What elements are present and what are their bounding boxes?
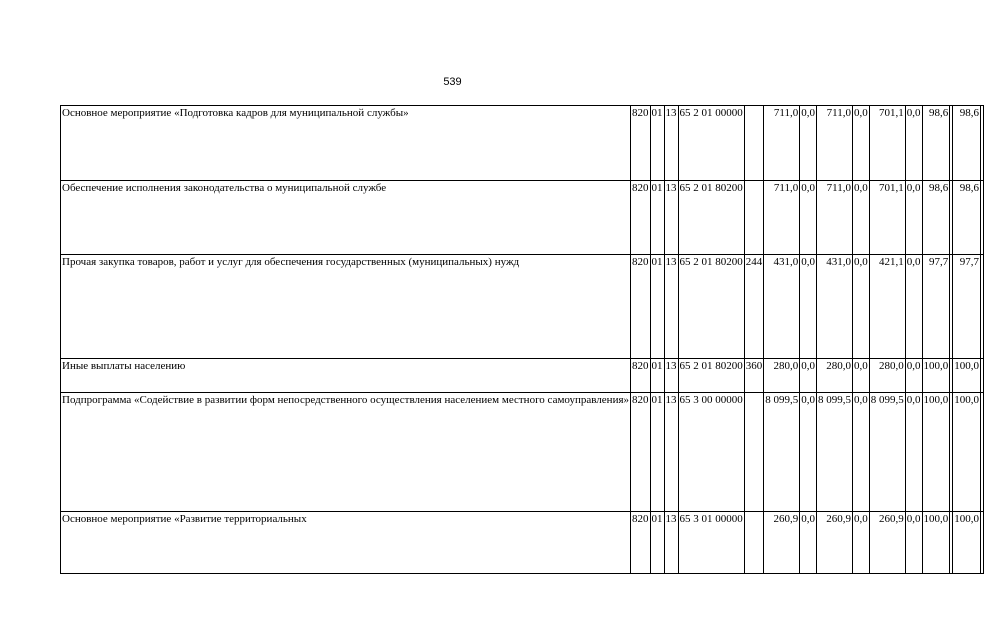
section-code: 01 (650, 512, 664, 574)
value-6: 0,0 (905, 512, 922, 574)
value-4: 0,0 (853, 393, 870, 512)
table-row (61, 255, 984, 359)
table-row (61, 359, 984, 393)
value-4: 0,0 (853, 181, 870, 255)
table-body (61, 106, 984, 574)
value-9: 98,6 (953, 181, 981, 255)
value-1: 711,0 (764, 106, 800, 181)
value-10 (981, 512, 984, 574)
value-1: 711,0 (764, 181, 800, 255)
value-6: 0,0 (905, 106, 922, 181)
expense-type-code: 360 (744, 359, 764, 393)
value-9: 98,6 (953, 106, 981, 181)
value-5: 701,1 (869, 181, 905, 255)
section-code: 01 (650, 181, 664, 255)
table-row (61, 393, 984, 512)
value-6: 0,0 (905, 393, 922, 512)
subsection-code: 13 (664, 106, 678, 181)
subsection-code: 13 (664, 512, 678, 574)
target-article-code: 65 2 01 00000 (678, 106, 744, 181)
value-3: 711,0 (817, 181, 853, 255)
value-2: 0,0 (800, 393, 817, 512)
value-10 (981, 255, 984, 359)
value-9: 100,0 (953, 359, 981, 393)
value-7: 97,7 (922, 255, 950, 359)
expense-type-code (744, 393, 764, 512)
grbs-code: 820 (631, 106, 651, 181)
value-10 (981, 359, 984, 393)
value-5: 8 099,5 (869, 393, 905, 512)
section-code: 01 (650, 359, 664, 393)
value-7: 100,0 (922, 512, 950, 574)
value-4: 0,0 (853, 255, 870, 359)
grbs-code: 820 (631, 181, 651, 255)
value-2: 0,0 (800, 181, 817, 255)
value-3: 711,0 (817, 106, 853, 181)
row-name: Основное мероприятие «Подготовка кадров для муниципальной службы» (61, 106, 631, 181)
value-6: 0,0 (905, 255, 922, 359)
section-code: 01 (650, 393, 664, 512)
row-name: Основное мероприятие «Развитие территориальных (61, 512, 631, 574)
row-name: Обеспечение исполнения законодательства о муниципальной службе (61, 181, 631, 255)
value-1: 260,9 (764, 512, 800, 574)
target-article-code: 65 2 01 80200 (678, 359, 744, 393)
expense-type-code (744, 106, 764, 181)
section-code: 01 (650, 255, 664, 359)
grbs-code: 820 (631, 393, 651, 512)
subsection-code: 13 (664, 393, 678, 512)
target-article-code: 65 2 01 80200 (678, 255, 744, 359)
table-row (61, 106, 984, 181)
value-10 (981, 106, 984, 181)
value-2: 0,0 (800, 512, 817, 574)
value-1: 8 099,5 (764, 393, 800, 512)
target-article-code: 65 2 01 80200 (678, 181, 744, 255)
value-5: 421,1 (869, 255, 905, 359)
subsection-code: 13 (664, 255, 678, 359)
value-6: 0,0 (905, 359, 922, 393)
section-code: 01 (650, 106, 664, 181)
grbs-code: 820 (631, 512, 651, 574)
row-name: Прочая закупка товаров, работ и услуг для обеспечения государственных (муниципальных) нужд (61, 255, 631, 359)
value-7: 98,6 (922, 106, 950, 181)
value-5: 260,9 (869, 512, 905, 574)
value-3: 431,0 (817, 255, 853, 359)
value-1: 280,0 (764, 359, 800, 393)
grbs-code: 820 (631, 359, 651, 393)
value-10 (981, 181, 984, 255)
row-name: Иные выплаты населению (61, 359, 631, 393)
budget-table (60, 105, 984, 574)
row-name: Подпрограмма «Содействие в развитии форм непосредственного осуществления населением местного самоуправления» (61, 393, 631, 512)
value-9: 97,7 (953, 255, 981, 359)
table-row (61, 181, 984, 255)
target-article-code: 65 3 00 00000 (678, 393, 744, 512)
value-2: 0,0 (800, 359, 817, 393)
expense-type-code: 244 (744, 255, 764, 359)
value-4: 0,0 (853, 106, 870, 181)
value-9: 100,0 (953, 512, 981, 574)
page-number: 539 (443, 76, 462, 88)
value-5: 280,0 (869, 359, 905, 393)
value-9: 100,0 (953, 393, 981, 512)
value-3: 260,9 (817, 512, 853, 574)
value-10 (981, 393, 984, 512)
grbs-code: 820 (631, 255, 651, 359)
table-row (61, 512, 984, 574)
value-4: 0,0 (853, 512, 870, 574)
subsection-code: 13 (664, 181, 678, 255)
value-2: 0,0 (800, 255, 817, 359)
value-7: 100,0 (922, 393, 950, 512)
value-4: 0,0 (853, 359, 870, 393)
value-7: 98,6 (922, 181, 950, 255)
target-article-code: 65 3 01 00000 (678, 512, 744, 574)
value-3: 8 099,5 (817, 393, 853, 512)
value-1: 431,0 (764, 255, 800, 359)
value-7: 100,0 (922, 359, 950, 393)
expense-type-code (744, 512, 764, 574)
subsection-code: 13 (664, 359, 678, 393)
value-6: 0,0 (905, 181, 922, 255)
expense-type-code (744, 181, 764, 255)
value-3: 280,0 (817, 359, 853, 393)
value-5: 701,1 (869, 106, 905, 181)
value-2: 0,0 (800, 106, 817, 181)
